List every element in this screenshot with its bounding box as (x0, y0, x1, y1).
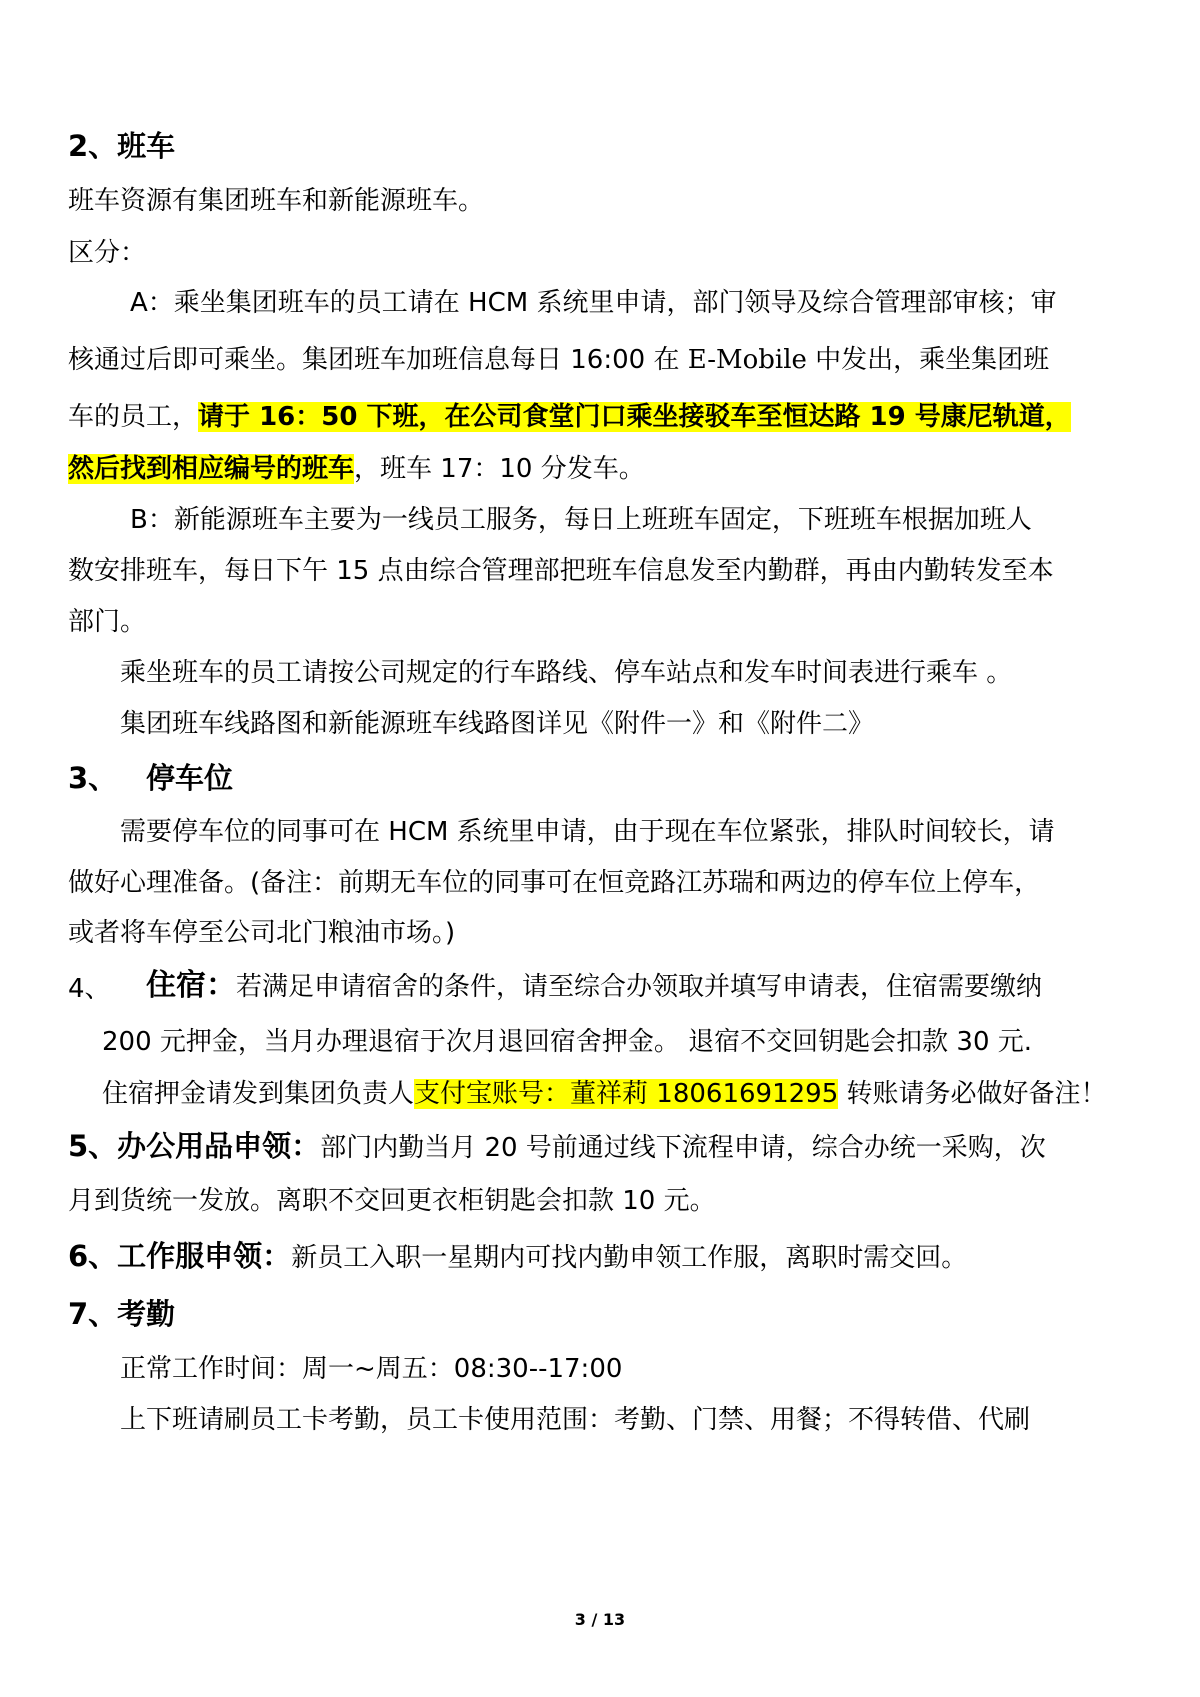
highlight-shuttle-time: 请于 16：50 下班，在公司食堂门口乘坐接驳车至恒达路 19 号康尼轨道， (198, 402, 1071, 432)
section-7-line1: 正常工作时间：周一~周五：08:30--17:00 (120, 1354, 623, 1384)
section-4-line3: 住宿押金请发到集团负责人支付宝账号：董祥莉 18061691295 转账请务必做好备注！ (102, 1079, 1107, 1109)
section-3-line2: 做好心理准备。(备注：前期无车位的同事可在恒竞路江苏瑞和两边的停车位上停车， (68, 868, 1041, 898)
section-7-line2: 上下班请刷员工卡考勤，员工卡使用范围：考勤、门禁、用餐；不得转借、代刷 (120, 1405, 1031, 1435)
highlight-alipay-account: 支付宝账号：董祥莉 18061691295 (414, 1079, 839, 1109)
section-3-number: 3、 (68, 761, 118, 795)
section-4-number: 4、 (68, 974, 111, 1004)
section-3-line1: 需要停车位的同事可在 HCM 系统里申请，由于现在车位紧张，排队时间较长，请 (120, 817, 1055, 847)
section-2-a-line4: 然后找到相应编号的班车，班车 17：10 分发车。 (68, 454, 645, 484)
section-4-line1: 住宿：若满足申请宿舍的条件，请至综合办领取并填写申请表，住宿需要缴纳 (146, 968, 1043, 1003)
section-4-heading: 住宿： (146, 968, 236, 1003)
section-2-heading: 2、班车 (68, 129, 176, 163)
section-5-line1: 5、办公用品申领：部门内勤当月 20 号前通过线下流程申请，综合办统一采购，次 (68, 1129, 1046, 1163)
section-5-heading: 5、办公用品申领： (68, 1129, 321, 1163)
section-3-heading: 停车位 (146, 761, 234, 795)
page-number: 3 / 13 (574, 1610, 626, 1629)
section-2-b-line1: B：新能源班车主要为一线员工服务，每日上班班车固定，下班班车根据加班人 (130, 505, 1032, 535)
section-4-line2: 200 元押金，当月办理退宿于次月退回宿舍押金。 退宿不交回钥匙会扣款 30 元. (102, 1027, 1033, 1057)
highlight-bus-number: 然后找到相应编号的班车 (68, 454, 355, 484)
section-2-maps: 集团班车线路图和新能源班车线路图详见《附件一》和《附件二》 (120, 709, 875, 739)
section-2-rule: 乘坐班车的员工请按公司规定的行车路线、停车站点和发车时间表进行乘车 。 (120, 658, 1013, 688)
section-2-b-line3: 部门。 (68, 607, 147, 637)
section-3-line3: 或者将车停至公司北门粮油市场。) (68, 918, 456, 948)
section-6-heading: 6、工作服申领： (68, 1239, 292, 1273)
section-2-a-line3: 车的员工，请于 16：50 下班，在公司食堂门口乘坐接驳车至恒达路 19 号康尼轨道， (68, 402, 1071, 432)
section-2-intro: 班车资源有集团班车和新能源班车。 (68, 186, 485, 216)
section-7-heading: 7、考勤 (68, 1297, 176, 1331)
section-6-line1: 6、工作服申领：新员工入职一星期内可找内勤申领工作服，离职时需交回。 (68, 1239, 968, 1273)
section-2-a-line1: A：乘坐集团班车的员工请在 HCM 系统里申请，部门领导及综合管理部审核；审 (130, 288, 1057, 318)
section-2-b-line2: 数安排班车，每日下午 15 点由综合管理部把班车信息发至内勤群，再由内勤转发至本 (68, 556, 1054, 586)
section-2-a-line2: 核通过后即可乘坐。集团班车加班信息每日 16:00 在 E-Mobile 中发出，乘坐集团班 (68, 345, 1050, 375)
section-5-line2: 月到货统一发放。离职不交回更衣柜钥匙会扣款 10 元。 (68, 1186, 716, 1216)
emobile-text: E-Mobile (687, 345, 807, 375)
section-2-distinction: 区分： (68, 238, 147, 268)
